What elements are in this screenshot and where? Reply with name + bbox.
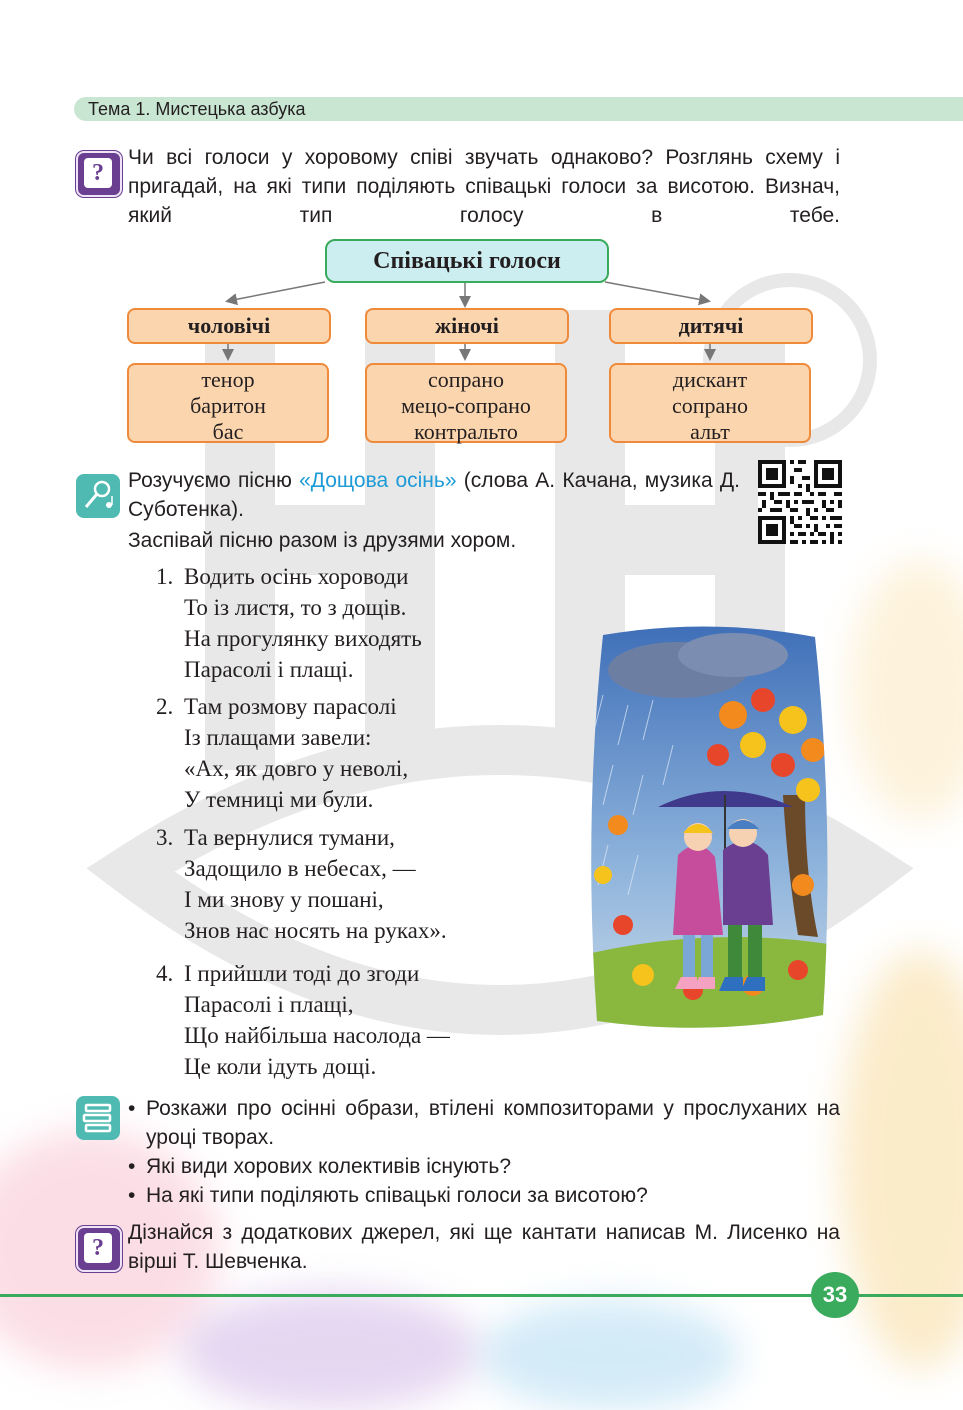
voice-label: сопрано bbox=[671, 393, 749, 418]
diagram-category-male: чоловічі bbox=[127, 308, 331, 344]
song-intro bbox=[128, 466, 740, 524]
background-splash bbox=[180, 1290, 480, 1410]
stanza-number: 1. bbox=[156, 564, 174, 589]
diagram-title: Співацькі голоси bbox=[325, 239, 609, 283]
lyric-line: «Ах, як довго у неволі, bbox=[184, 756, 409, 781]
voice-label: дискант bbox=[672, 367, 748, 392]
lyric-line: І прийшли тоді до згоди bbox=[184, 961, 420, 986]
song-intro-prefix: Розучуємо пісню bbox=[128, 469, 292, 492]
stanza-number: 2. bbox=[156, 694, 174, 719]
lyric-line: Це коли ідуть дощі. bbox=[184, 1054, 377, 1079]
stanza-number: 3. bbox=[156, 825, 174, 850]
diagram-category-children: дитячі bbox=[609, 308, 813, 344]
autumn-rain-illustration bbox=[583, 625, 835, 1030]
final-question-text: Дізнайся з додаткових джерел, які ще кантати написав М. Лисенко на вірші Т. Шевченка. bbox=[128, 1221, 840, 1273]
lyric-line: Що найбільша насолода — bbox=[184, 1023, 450, 1048]
lyric-line: Із плащами завели: bbox=[184, 725, 372, 750]
diagram-voices-female bbox=[365, 363, 567, 443]
diagram-category-female: жіночі bbox=[365, 308, 569, 344]
diagram-voices-male bbox=[127, 363, 329, 443]
lyric-line: І ми знову у пошані, bbox=[184, 887, 384, 912]
review-question-text: На які типи поділяють співацькі голоси за висотою? bbox=[146, 1184, 648, 1207]
lyric-line: Водить осінь хороводи bbox=[184, 564, 409, 589]
lyric-line: У темниці ми були. bbox=[184, 787, 374, 812]
voice-label: мецо-сопрано bbox=[401, 393, 531, 418]
voice-label: тенор bbox=[201, 367, 255, 392]
list-item: • Які види хорових колективів існують? bbox=[128, 1155, 512, 1178]
diagram-voices-children bbox=[609, 363, 811, 443]
stanza-number: 4. bbox=[156, 961, 174, 986]
question-icon: ? bbox=[76, 1226, 122, 1272]
song-lyrics bbox=[156, 561, 576, 1081]
lyric-line: Та вернулися тумани, bbox=[184, 825, 395, 850]
background-splash bbox=[840, 950, 963, 1370]
list-item: • Розкажи про осінні образи, втілені композиторами у прослуханих на уроці творах. bbox=[128, 1097, 840, 1149]
lyric-line: То із листя, то з дощів. bbox=[184, 595, 407, 620]
voice-label: сопрано bbox=[427, 367, 505, 392]
page-number: 33 bbox=[811, 1272, 859, 1318]
lyric-line: Там розмову парасолі bbox=[184, 694, 397, 719]
lyric-line: Знов нас носять на руках». bbox=[184, 918, 447, 943]
question-icon: ? bbox=[76, 151, 122, 197]
books-icon bbox=[76, 1096, 120, 1140]
voice-label: бас bbox=[212, 419, 244, 444]
topic-title: Тема 1. Мистецька азбука bbox=[88, 99, 306, 119]
background-splash bbox=[850, 560, 963, 820]
review-question-text: Які види хорових колективів існують? bbox=[146, 1155, 512, 1178]
voice-label: контральто bbox=[414, 419, 518, 444]
lyric-line: Задощило в небесах, — bbox=[184, 856, 416, 881]
review-questions bbox=[128, 1094, 840, 1210]
lyric-line: На прогулянку виходять bbox=[184, 626, 422, 651]
list-item: • На які типи поділяють співацькі голоси за висотою? bbox=[128, 1184, 648, 1207]
sing-prompt: Заспівай пісню разом із друзями хором. bbox=[128, 529, 517, 552]
background-splash bbox=[480, 1300, 740, 1410]
lyric-line: Парасолі і плащі. bbox=[184, 657, 354, 682]
intro-question-text: Чи всі голоси у хоровому співі звучать однаково? Розглянь схему і пригадай, на які типи поділяють співацькі голоси за висотою. Визнач, який тип голосу в тебе. bbox=[128, 146, 840, 227]
review-question-text: Розкажи про осінні образи, втілені композиторами у прослуханих на уроці творах. bbox=[146, 1097, 840, 1149]
voice-label: альт bbox=[690, 419, 730, 444]
lyric-line: Парасолі і плащі, bbox=[184, 992, 354, 1017]
song-intro-suffix: (слова А. Качана, музика Д. Суботенка). bbox=[128, 469, 740, 521]
qr-code-icon[interactable] bbox=[758, 460, 842, 544]
microphone-notes-icon bbox=[76, 474, 120, 518]
voice-label: баритон bbox=[190, 393, 266, 418]
song-title-link[interactable]: «Дощова осінь» bbox=[299, 469, 457, 492]
